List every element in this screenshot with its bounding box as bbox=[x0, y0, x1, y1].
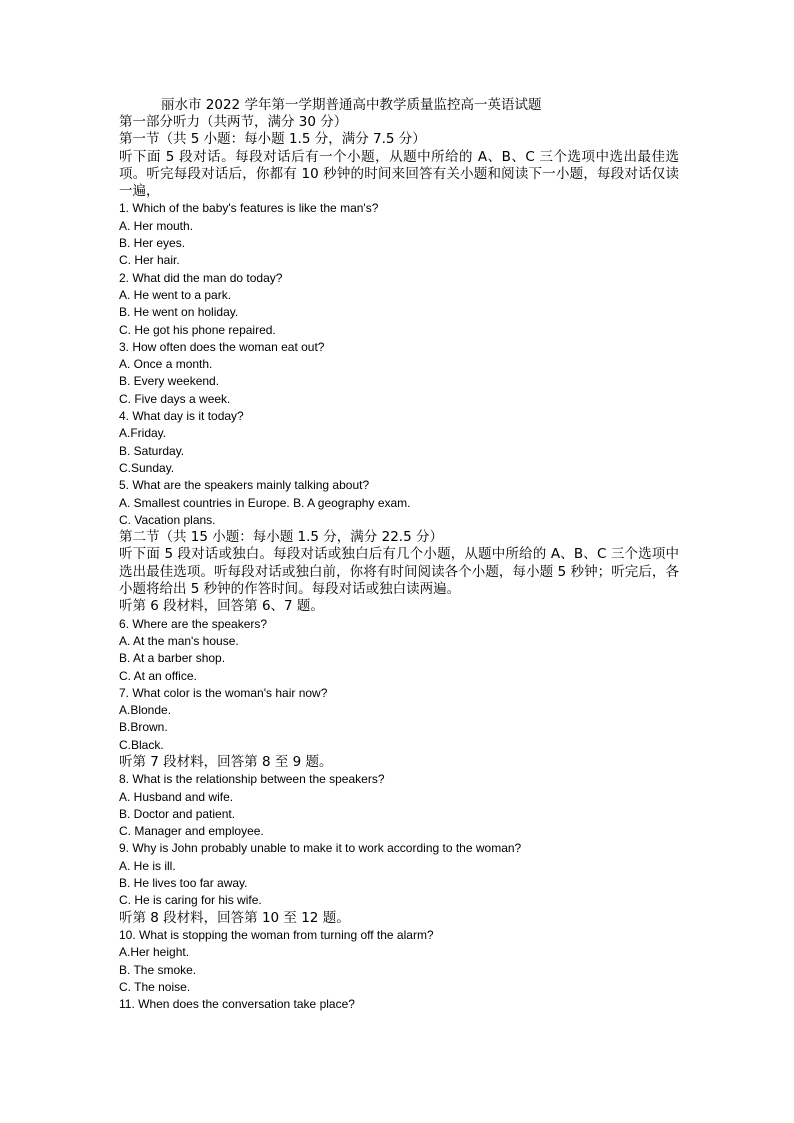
q9-option-b: B. He lives too far away. bbox=[119, 876, 248, 891]
q5-option-c: C. Vacation plans. bbox=[119, 512, 216, 527]
section2-instructions: 听下面 5 段对话或独白。每段对话或独白后有几个小题，从题中所给的 A、B、C 三个选项中选出最佳选项。听每段对话或独白前，你将有时间阅读各个小题，每小题 5 秒钟；听完后，各小题将给出 5 秒钟的作答时间。每段对话或独白读两遍。 bbox=[119, 546, 679, 598]
q8-option-b: B. Doctor and patient. bbox=[119, 806, 236, 821]
q7-option-c: C.Black. bbox=[119, 737, 164, 752]
q6-option-b: B. At a barber shop. bbox=[119, 651, 226, 666]
section2-heading: 第二节（共 15 小题：每小题 1.5 分，满分 22.5 分） bbox=[119, 529, 443, 546]
q6-option-a: A. At the man's house. bbox=[119, 633, 239, 648]
material-8-heading: 听第 8 段材料，回答第 10 至 12 题。 bbox=[119, 909, 350, 926]
q7-option-a: A.Blonde. bbox=[119, 703, 172, 718]
question-3: 3. How often does the woman eat out? bbox=[119, 339, 325, 354]
q5-options-ab: A. Smallest countries in Europe. B. A geography exam. bbox=[119, 495, 411, 510]
part1-heading: 第一部分听力（共两节，满分 30 分） bbox=[119, 114, 348, 130]
question-8: 8. What is the relationship between the speakers? bbox=[119, 772, 385, 787]
question-4: 4. What day is it today? bbox=[119, 409, 244, 424]
question-7: 7. What color is the woman's hair now? bbox=[119, 685, 328, 700]
question-10: 10. What is stopping the woman from turning off the alarm? bbox=[119, 927, 434, 942]
section1-instructions: 听下面 5 段对话。每段对话后有一个小题，从题中所给的 A、B、C 三个选项中选出最佳选项。听完每段对话后，你都有 10 秒钟的时间来回答有关小题和阅读下一小题，每段对话仅读一遍， bbox=[119, 148, 679, 200]
q3-option-c: C. Five days a week. bbox=[119, 391, 231, 406]
q3-option-b: B. Every weekend. bbox=[119, 374, 220, 389]
q10-option-b: B. The smoke. bbox=[119, 962, 197, 977]
material-7-heading: 听第 7 段材料，回答第 8 至 9 题。 bbox=[119, 753, 333, 770]
section1-heading: 第一节（共 5 小题：每小题 1.5 分，满分 7.5 分） bbox=[119, 131, 426, 148]
exam-content bbox=[119, 97, 679, 1013]
question-2: 2. What did the man do today? bbox=[119, 270, 283, 285]
exam-title: 丽水市 2022 学年第一学期普通高中教学质量监控高一英语试题 bbox=[161, 97, 542, 113]
question-1: 1. Which of the baby's features is like the man's? bbox=[119, 201, 379, 216]
q10-option-a: A.Her height. bbox=[119, 945, 190, 960]
q1-option-c: C. Her hair. bbox=[119, 253, 180, 268]
q7-option-b: B.Brown. bbox=[119, 720, 168, 735]
q2-option-c: C. He got his phone repaired. bbox=[119, 322, 276, 337]
q2-option-b: B. He went on holiday. bbox=[119, 305, 239, 320]
question-9: 9. Why is John probably unable to make it to work according to the woman? bbox=[119, 841, 522, 856]
q8-option-a: A. Husband and wife. bbox=[119, 789, 234, 804]
q3-option-a: A. Once a month. bbox=[119, 357, 213, 372]
material-6-heading: 听第 6 段材料，回答第 6、7 题。 bbox=[119, 598, 324, 615]
q10-option-c: C. The noise. bbox=[119, 979, 191, 994]
q8-option-c: C. Manager and employee. bbox=[119, 824, 264, 839]
q9-option-a: A. He is ill. bbox=[119, 858, 176, 873]
q6-option-c: C. At an office. bbox=[119, 668, 197, 683]
q4-option-c: C.Sunday. bbox=[119, 460, 175, 475]
q4-option-a: A.Friday. bbox=[119, 426, 167, 441]
q1-option-a: A. Her mouth. bbox=[119, 218, 194, 233]
question-11: 11. When does the conversation take place? bbox=[119, 997, 355, 1012]
question-6: 6. Where are the speakers? bbox=[119, 616, 268, 631]
question-5: 5. What are the speakers mainly talking about? bbox=[119, 478, 370, 493]
q2-option-a: A. He went to a park. bbox=[119, 287, 232, 302]
q1-option-b: B. Her eyes. bbox=[119, 236, 186, 251]
q9-option-c: C. He is caring for his wife. bbox=[119, 893, 262, 908]
q4-option-b: B. Saturday. bbox=[119, 443, 185, 458]
